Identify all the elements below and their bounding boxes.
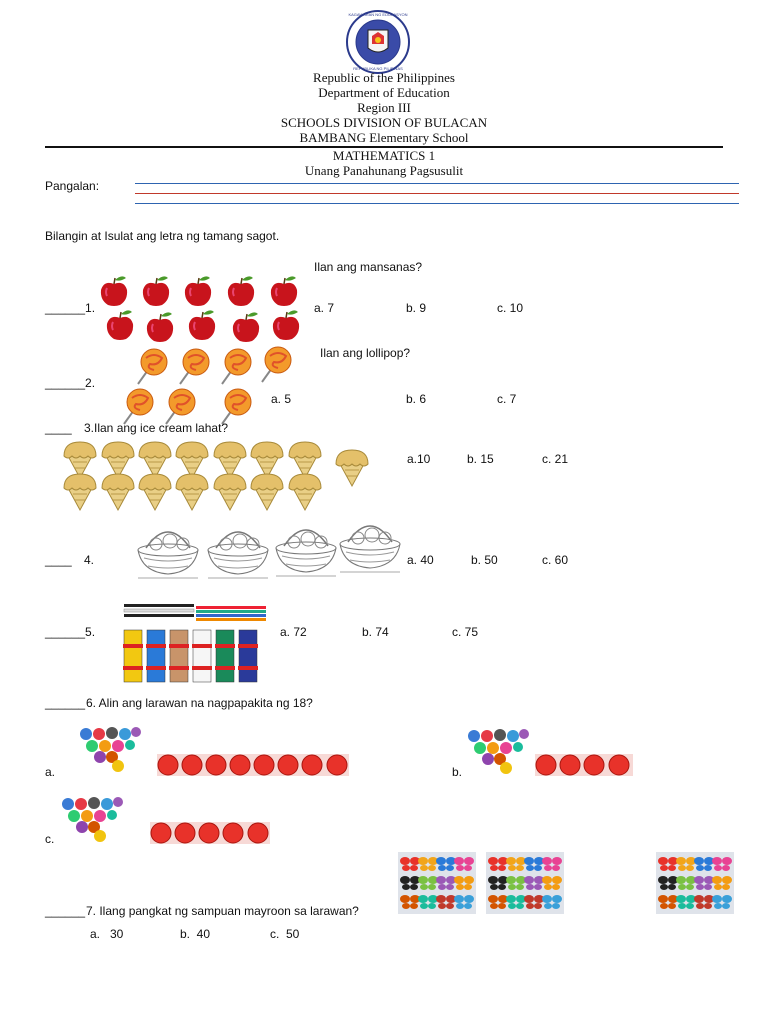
q4-number: 4. (84, 553, 95, 567)
q6-choice-c[interactable]: c. (45, 832, 55, 846)
q6-c-red-buttons (150, 822, 270, 844)
q1-choice-a[interactable]: a. 7 (314, 301, 335, 315)
q1-question: Ilan ang mansanas? (314, 260, 423, 274)
q7-blank[interactable]: ______ (45, 904, 86, 918)
q6-b-red-buttons (535, 754, 633, 776)
name-line-red (135, 193, 739, 194)
q1-choice-b[interactable]: b. 9 (406, 301, 427, 315)
q6-question: 6. Alin ang larawan na nagpapakita ng 18? (86, 696, 313, 710)
q2-lollipops-image (118, 346, 318, 422)
q4-baskets-image (130, 516, 402, 580)
q5-choice-c[interactable]: c. 75 (452, 625, 479, 639)
q6-a-button-cluster (78, 726, 142, 772)
q1-choice-c[interactable]: c. 10 (497, 301, 524, 315)
q2-choice-b[interactable]: b. 6 (406, 392, 427, 406)
seal-text-bottom: REPUBLIKA NG PILIPINAS (353, 66, 403, 71)
q1-blank[interactable]: ______1. (45, 301, 96, 315)
q6-a-red-buttons (157, 754, 349, 776)
name-line-blue-bottom[interactable] (135, 203, 739, 204)
q5-choice-b[interactable]: b. 74 (362, 625, 389, 639)
header-line-school: BAMBANG Elementary School (299, 130, 469, 145)
q6-c-button-cluster (60, 796, 126, 842)
q6-blank[interactable]: ______ (45, 696, 86, 710)
q5-choice-a[interactable]: a. 72 (280, 625, 307, 639)
subject-title: MATHEMATICS 1 (332, 148, 436, 163)
q2-question: Ilan ang lollipop? (320, 346, 411, 360)
q7-butterflies-image (398, 852, 738, 916)
name-label: Pangalan: (45, 179, 100, 193)
deped-seal (346, 10, 410, 74)
q3-icecream-image (60, 438, 380, 512)
q4-choice-c[interactable]: c. 60 (542, 553, 569, 567)
q2-choice-c[interactable]: c. 7 (497, 392, 517, 406)
q4-choice-a[interactable]: a. 40 (407, 553, 434, 567)
q5-blank[interactable]: ______5. (45, 625, 96, 639)
q2-blank[interactable]: ______2. (45, 376, 96, 390)
q7-choice-b[interactable]: b. 40 (180, 927, 211, 941)
instructions: Bilangin at Isulat ang letra ng tamang sagot. (45, 229, 280, 243)
q7-choice-c[interactable]: c. 50 (270, 927, 300, 941)
q4-blank[interactable]: ____ (45, 553, 72, 567)
q4-choice-b[interactable]: b. 50 (471, 553, 498, 567)
q3-question: 3.Ilan ang ice cream lahat? (84, 421, 229, 435)
q7-question: 7. Ilang pangkat ng sampuan mayroon sa larawan? (86, 904, 359, 918)
q3-choice-c[interactable]: c. 21 (542, 452, 569, 466)
q3-blank[interactable]: ____ (45, 421, 72, 435)
header-line-division: SCHOOLS DIVISION OF BULACAN (280, 115, 488, 130)
q6-choice-b[interactable]: b. (452, 765, 463, 779)
name-line-blue-top (135, 183, 739, 184)
q1-apples-image (96, 274, 306, 346)
q5-sticks-image (120, 600, 270, 686)
seal-text-top: KAGAWARAN NG EDUKASYON (348, 12, 408, 17)
q3-choice-a[interactable]: a.10 (407, 452, 431, 466)
header-line-region: Region III (357, 100, 411, 115)
q6-choice-a[interactable]: a. (45, 765, 56, 779)
q7-choice-a[interactable]: a. 30 (90, 927, 124, 941)
exam-title: Unang Panahunang Pagsusulit (304, 163, 464, 178)
header-line-deped: Department of Education (318, 85, 450, 100)
q3-choice-b[interactable]: b. 15 (467, 452, 494, 466)
header-line-republic: Republic of the Philippines (313, 70, 455, 85)
q2-choice-a[interactable]: a. 5 (271, 392, 292, 406)
q6-b-button-cluster (466, 728, 532, 774)
